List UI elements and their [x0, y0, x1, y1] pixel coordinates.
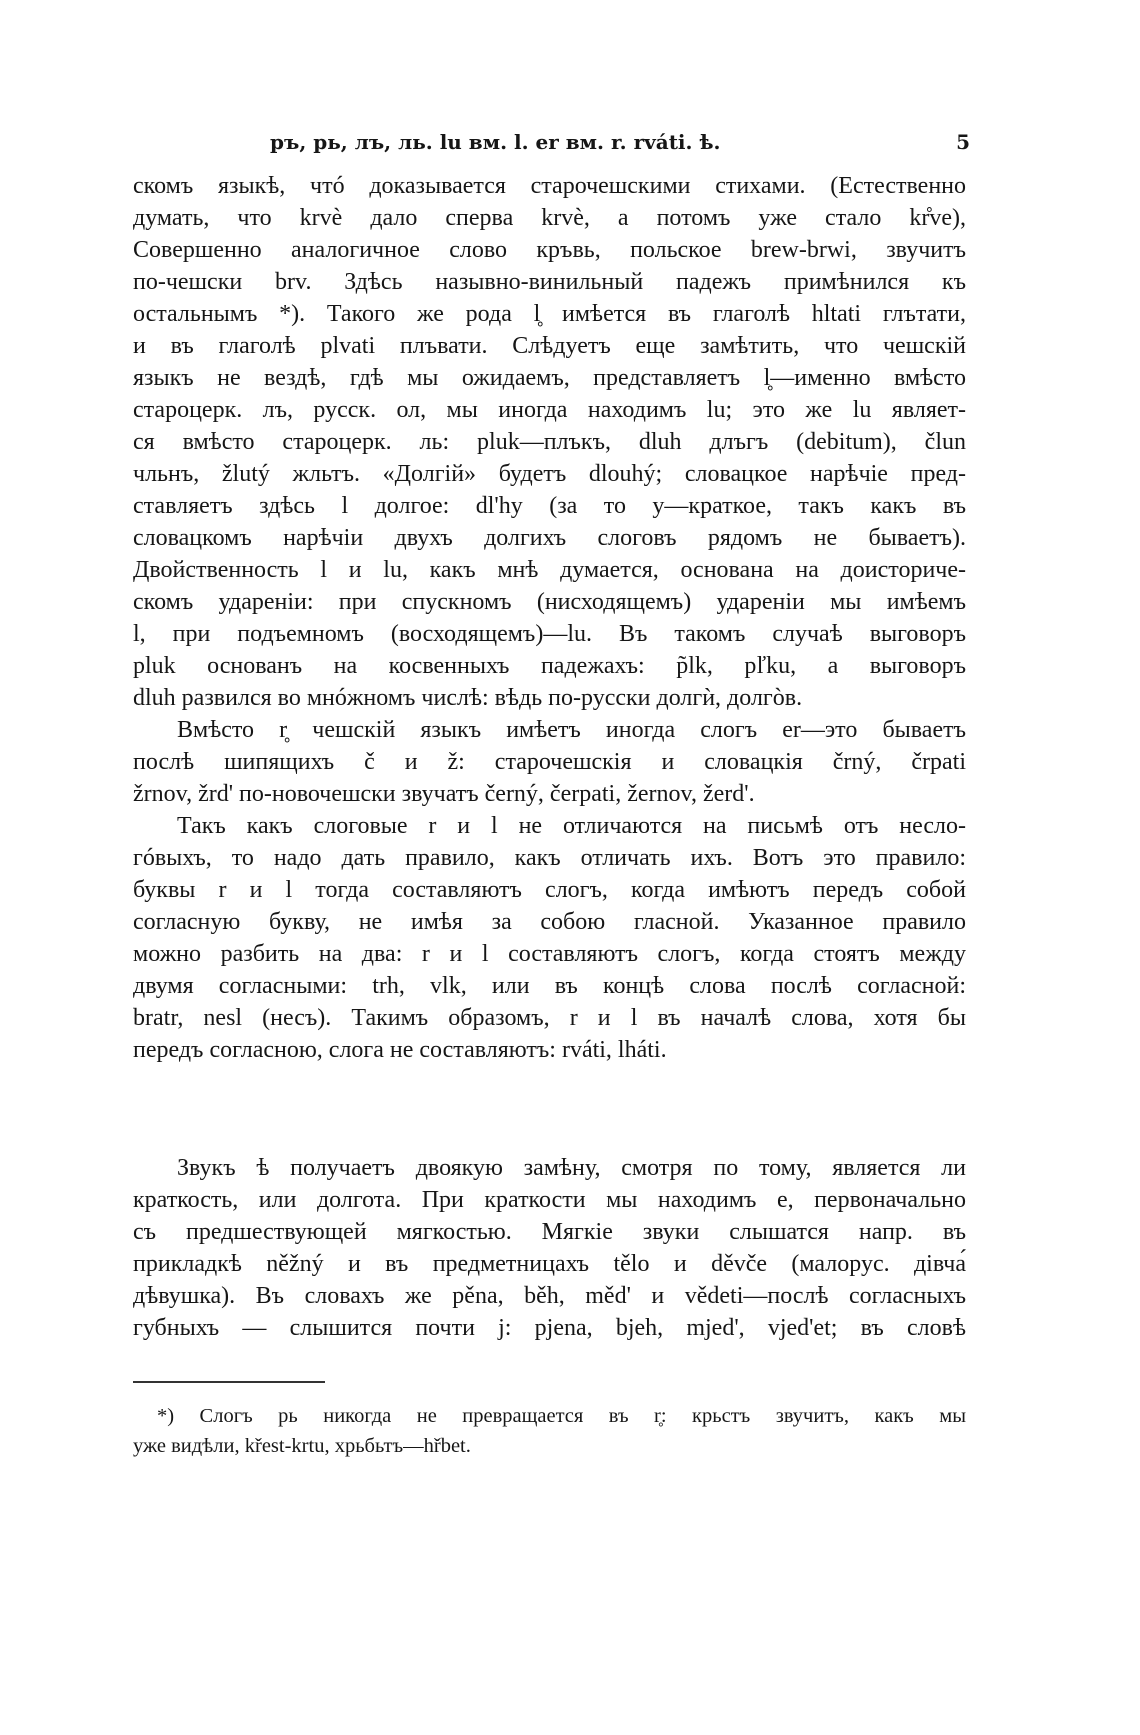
text-line: языкъ не вездѣ, гдѣ мы ожидаемъ, представляетъ l̥—именно вмѣсто	[133, 365, 966, 391]
text-line: Двойственность l и lu, какъ мнѣ думается, основана на доисториче-	[133, 557, 966, 583]
text-line: dluh развился во мнóжномъ числѣ: вѣдь по-русски долгѝ, долгòв.	[133, 685, 803, 711]
text-line: передъ согласною, слога не составляютъ: rváti, lháti.	[133, 1037, 667, 1063]
text-line: можно разбить на два: r и l составляютъ слогъ, когда стоятъ между	[133, 941, 966, 967]
text-line: pluk основанъ на косвенныхъ падежахъ: p̃lk, pľku, а выговоръ	[133, 653, 966, 679]
text-line: l, при подъемномъ (восходящемъ)—lu. Въ такомъ случаѣ выговоръ	[133, 621, 966, 647]
text-line: съ предшествующей мягкостью. Мягкіе звуки слышатся напр. въ	[133, 1219, 966, 1245]
text-line: остальнымъ *). Такого же рода l̥ имѣется въ глаголѣ hltati глътати,	[133, 301, 966, 327]
text-line: Вмѣсто r̥ чешскій языкъ имѣетъ иногда слогъ er—это бываетъ	[177, 717, 966, 743]
page-number: 5	[956, 130, 970, 154]
text-line: послѣ шипящихъ č и ž: старочешскія и словацкія črný, črpati	[133, 749, 966, 775]
footnote-line: уже видѣли, křest-krtu, хрьбьтъ—hřbet.	[133, 1435, 471, 1457]
text-line: староцерк. лъ, русск. ол, мы иногда находимъ lu; это же lu являет-	[133, 397, 966, 423]
text-line: по-чешски brv. Здѣсь назывно-винильный падежъ примѣнился къ	[133, 269, 966, 295]
text-line: и въ глаголѣ plvati плъвати. Слѣдуетъ еще замѣтить, что чешскій	[133, 333, 966, 359]
text-line: скомъ удареніи: при спускномъ (нисходящемъ) удареніи мы имѣемъ	[133, 589, 966, 615]
footnote-rule	[133, 1381, 325, 1383]
text-line: скомъ языкѣ, чтó доказывается старочешскими стихами. (Естественно	[133, 173, 966, 199]
text-line: губныхъ — слышится почти j: pjena, bjeh, mjed', vjed'et; въ словѣ	[133, 1315, 966, 1341]
text-line: согласную букву, не имѣя за собою гласной. Указанное правило	[133, 909, 966, 935]
text-line: дѣвушка). Въ словахъ же pěna, běh, měd' и vědeti—послѣ согласныхъ	[133, 1283, 966, 1309]
text-line: ся вмѣсто староцерк. ль: pluk—плъкъ, dluh длъгъ (debitum), člun	[133, 429, 966, 455]
text-line: Совершенно аналогичное слово кръвь, польское brew-brwi, звучитъ	[133, 237, 966, 263]
text-line: ставляетъ здѣсь l долгое: dl'hy (за то у—краткое, такъ какъ въ	[133, 493, 966, 519]
text-line: прикладкѣ něžný и въ предметницахъ tělo и děvče (малорус. дівча́	[133, 1251, 966, 1277]
text-line: Звукъ ѣ получаетъ двоякую замѣну, смотря по тому, является ли	[177, 1155, 966, 1181]
footnote-line: *) Слогъ рь никогда не превращается въ r̥: крьстъ звучитъ, какъ мы	[157, 1405, 966, 1427]
text-line: Такъ какъ слоговые r и l не отличаются на письмѣ отъ несло-	[177, 813, 966, 839]
text-line: двумя согласными: trh, vlk, или въ концѣ слова послѣ согласной:	[133, 973, 966, 999]
text-line: гóвыхъ, то надо дать правило, какъ отличать ихъ. Вотъ это правило:	[133, 845, 966, 871]
text-line: bratr, nesl (несъ). Такимъ образомъ, r и l въ началѣ слова, хотя бы	[133, 1005, 966, 1031]
running-title: ръ, рь, лъ, ль. lu вм. l. er вм. r. rváti. ѣ.	[270, 130, 721, 154]
text-line: žrnov, žrd' по-новочешски звучатъ černý, čerpati, žernov, žerd'.	[133, 781, 755, 807]
running-header	[140, 130, 970, 160]
text-line: краткость, или долгота. При краткости мы находимъ e, первоначально	[133, 1187, 966, 1213]
text-line: словацкомъ нарѣчіи двухъ долгихъ слоговъ рядомъ не бываетъ).	[133, 525, 966, 551]
text-line: думать, что krvè дало сперва krvè, а потомъ уже стало kr̊ve),	[133, 205, 966, 231]
text-line: буквы r и l тогда составляютъ слогъ, когда имѣютъ передъ собой	[133, 877, 966, 903]
text-line: чльнъ, žlutý жльтъ. «Долгій» будетъ dlouhý; словацкое нарѣчіе пред-	[133, 461, 966, 487]
